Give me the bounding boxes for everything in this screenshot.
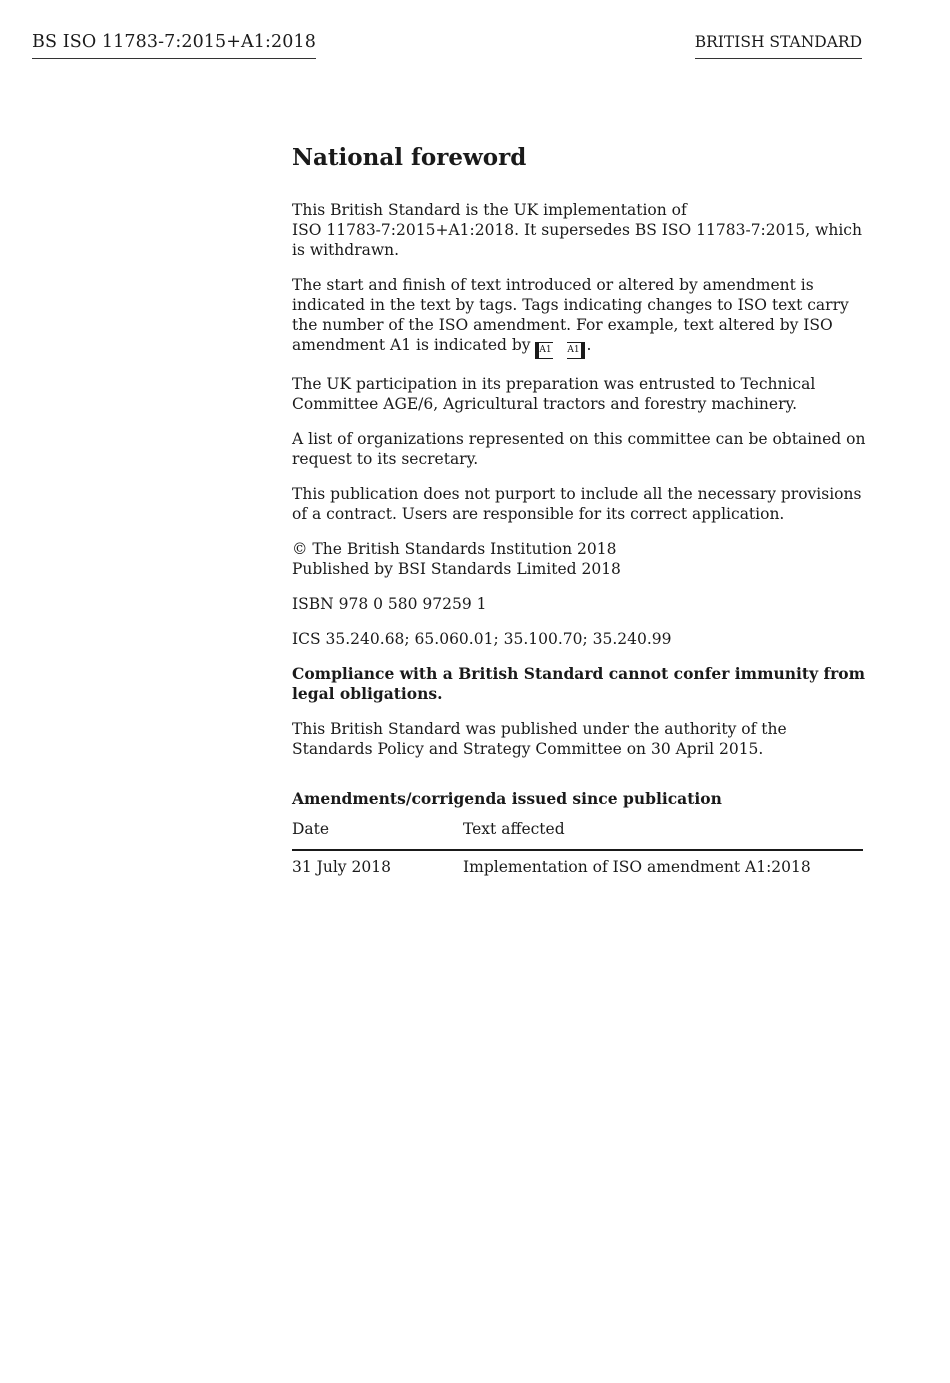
column-header-text-affected: Text affected	[463, 819, 863, 850]
paragraph-publication-authority	[292, 719, 864, 759]
text-line: © The British Standards Institution 2018	[292, 540, 617, 558]
table-row	[292, 850, 863, 877]
paragraph-copyright	[292, 539, 864, 579]
paragraph-committee	[292, 374, 864, 414]
text-line: indicated in the text by tags. Tags indicating changes to ISO text carry	[292, 296, 849, 314]
amendment-start-tag-icon: A1	[535, 342, 553, 359]
paragraph-implementation	[292, 200, 864, 260]
text-line: ISBN 978 0 580 97259 1	[292, 595, 487, 613]
text-fragment: amendment A1 is indicated by	[292, 336, 531, 354]
text-line: This British Standard was published under the authority of the	[292, 720, 787, 738]
text-line: Compliance with a British Standard cannot confer immunity from	[292, 664, 866, 683]
isbn-line	[292, 594, 864, 614]
text-line-with-tags	[292, 335, 864, 359]
text-line: The start and finish of text introduced or altered by amendment is	[292, 276, 814, 294]
text-line: Standards Policy and Strategy Committee on 30 April 2015.	[292, 740, 764, 758]
paragraph-organizations	[292, 429, 864, 469]
text-line: Committee AGE/6, Agricultural tractors and forestry machinery.	[292, 395, 798, 413]
ics-line	[292, 629, 864, 649]
text-line: request to its secretary.	[292, 450, 479, 468]
paragraph-amendment-tags	[292, 275, 864, 359]
text-line: ICS 35.240.68; 65.060.01; 35.100.70; 35.240.99	[292, 630, 672, 648]
amendments-heading: Amendments/corrigenda issued since publication	[292, 789, 722, 808]
amendments-table	[292, 819, 863, 877]
text-line: legal obligations.	[292, 684, 443, 703]
header-document-id: BS ISO 11783-7:2015+A1:2018	[32, 32, 316, 59]
text-fragment: .	[586, 336, 592, 354]
paragraph-compliance	[292, 664, 864, 704]
table-header-row	[292, 819, 863, 850]
header-series-label: BRITISH STANDARD	[695, 33, 862, 59]
page-title: National foreword	[292, 144, 527, 171]
text-line: is withdrawn.	[292, 241, 400, 259]
amendment-end-tag-icon: A1	[567, 342, 585, 359]
paragraph-disclaimer	[292, 484, 864, 524]
column-header-date: Date	[292, 819, 463, 850]
text-line: This publication does not purport to include all the necessary provisions	[292, 485, 862, 503]
text-line: This British Standard is the UK implementation of	[292, 201, 687, 219]
text-line: of a contract. Users are responsible for its correct application.	[292, 505, 785, 523]
cell-date: 31 July 2018	[292, 858, 391, 876]
text-line: the number of the ISO amendment. For example, text altered by ISO	[292, 316, 833, 334]
text-line: ISO 11783-7:2015+A1:2018. It supersedes BS ISO 11783-7:2015, which	[292, 221, 862, 239]
foreword-body	[292, 142, 864, 877]
text-line: Published by BSI Standards Limited 2018	[292, 560, 621, 578]
text-line: The UK participation in its preparation was entrusted to Technical	[292, 375, 816, 393]
text-line: A list of organizations represented on this committee can be obtained on	[292, 430, 866, 448]
cell-text-affected: Implementation of ISO amendment A1:2018	[463, 858, 811, 876]
